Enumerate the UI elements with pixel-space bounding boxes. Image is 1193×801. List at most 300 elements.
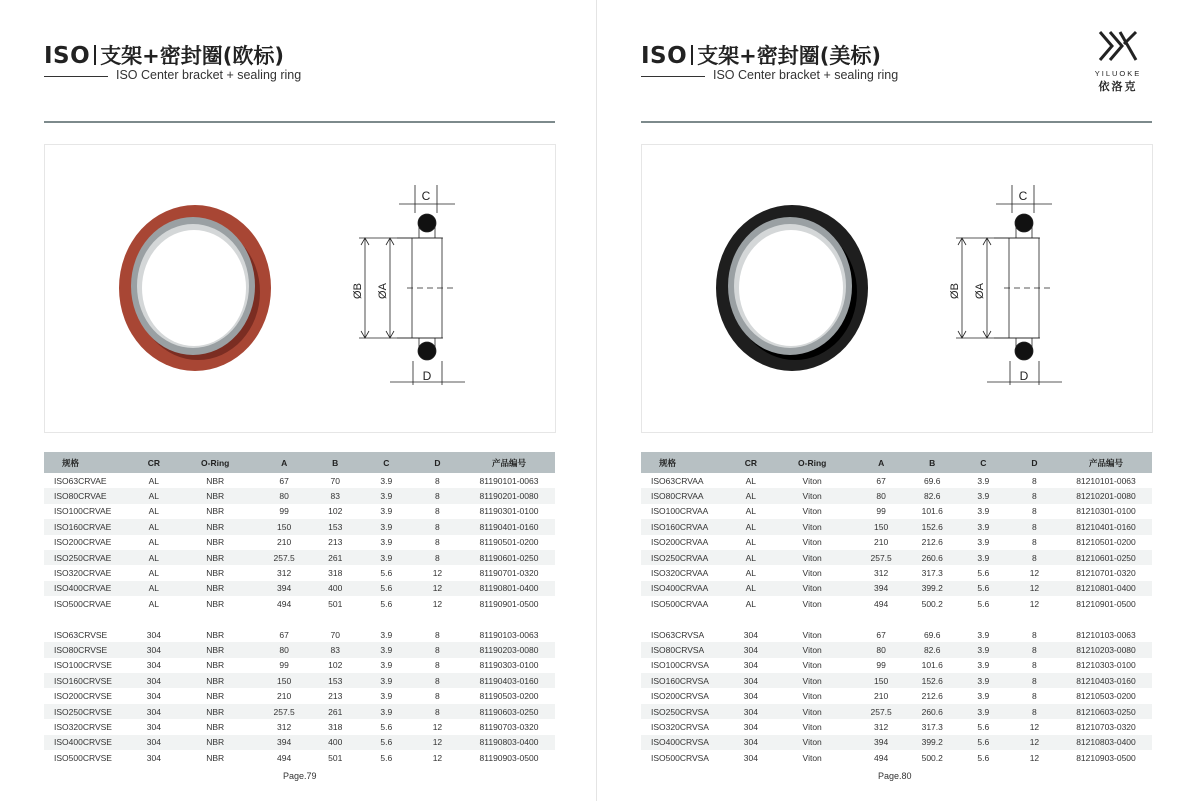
table-cell: 150 (259, 673, 310, 688)
table-cell: 5.6 (380, 721, 393, 732)
table-cell: AL (148, 568, 160, 579)
table-cell: 8 (435, 475, 440, 486)
table-cell: 304 (136, 673, 172, 688)
table-cell: AL (136, 519, 172, 534)
table-cell: 81210701-0320 (1076, 568, 1136, 579)
dimension-label-c: C (421, 189, 431, 203)
table-row (641, 504, 1152, 519)
table-cell: 82.6 (907, 488, 958, 503)
table-row (44, 504, 555, 519)
table-cell: Viton (802, 721, 822, 732)
table-cell: 8 (412, 488, 463, 503)
table-cell: 3.9 (958, 519, 1009, 534)
yiluoke-logo (1092, 30, 1144, 92)
table-row (44, 627, 555, 642)
table-cell: 81190103-0063 (479, 629, 539, 640)
dimension-label-d: D (422, 369, 432, 383)
table-row (641, 627, 1152, 642)
cross-section-drawing (359, 185, 465, 385)
table-cell: NBR (172, 550, 259, 565)
table-cell: 3.9 (977, 660, 990, 671)
table-cell: 210 (277, 691, 292, 702)
table-cell: 8 (412, 642, 463, 657)
table-cell: 260.6 (907, 704, 958, 719)
table-cell: 81190201-0080 (463, 488, 555, 503)
table-cell: ISO320CRVSE (54, 721, 112, 732)
column-header: D (412, 452, 463, 473)
table-cell: 8 (1009, 488, 1060, 503)
title-divider (691, 45, 693, 65)
dimension-label-phi-a: ØA (377, 283, 389, 299)
table-row (641, 550, 1152, 565)
table-row (641, 581, 1152, 596)
table-cell: 81190503-0200 (479, 691, 539, 702)
table-cell: 81190901-0500 (479, 598, 539, 609)
table-cell: 3.9 (380, 629, 393, 640)
table-cell: 5.6 (380, 598, 393, 609)
table-cell: ISO100CRVAE (54, 506, 112, 517)
table-cell: ISO320CRVSA (651, 721, 709, 732)
table-cell: NBR (172, 581, 259, 596)
table-cell: 501 (328, 752, 343, 763)
table-cell: 3.9 (380, 660, 393, 671)
table-cell: 153 (310, 519, 361, 534)
table-cell: 5.6 (977, 752, 990, 763)
column-header: 规格 (44, 452, 136, 473)
table-cell: NBR (206, 721, 225, 732)
table-cell: 3.9 (958, 550, 1009, 565)
table-cell: AL (745, 537, 757, 548)
product-figure-box (641, 144, 1153, 433)
table-cell: NBR (172, 642, 259, 657)
table-cell: 3.9 (977, 506, 990, 517)
table-cell: 81210103-0063 (1076, 629, 1136, 640)
table-cell: 81190603-0250 (463, 704, 555, 719)
table-cell: 12 (412, 735, 463, 750)
table-cell: 5.6 (977, 568, 990, 579)
table-cell: 81210803-0400 (1060, 735, 1152, 750)
table-cell: AL (148, 598, 160, 609)
table-cell: ISO160CRVSA (641, 673, 733, 688)
table-cell: ISO250CRVAA (641, 550, 733, 565)
table-cell: ISO250CRVAE (44, 550, 136, 565)
table-cell: Viton (769, 550, 856, 565)
table-cell: ISO80CRVSA (641, 642, 733, 657)
table-cell: ISO320CRVAA (651, 568, 709, 579)
table-cell: 257.5 (856, 704, 907, 719)
table-cell: 8 (1009, 673, 1060, 688)
header-rule (641, 121, 1152, 123)
table-cell: 3.9 (380, 506, 393, 517)
table-cell: ISO400CRVAE (44, 581, 136, 596)
table-cell: ISO63CRVSE (54, 629, 108, 640)
table-cell: ISO250CRVSA (641, 704, 733, 719)
table-cell: 12 (432, 752, 443, 763)
table-cell: 8 (1032, 660, 1037, 671)
table-cell: 81190801-0400 (463, 581, 555, 596)
column-header: B (310, 452, 361, 473)
table-cell: 81190903-0500 (479, 752, 539, 763)
table-row (641, 719, 1152, 734)
table-cell: NBR (206, 598, 225, 609)
table-cell: Viton (802, 598, 822, 609)
table-cell: 81210601-0250 (1060, 550, 1152, 565)
table-cell: 3.9 (361, 673, 412, 688)
table-cell: NBR (206, 660, 225, 671)
table-cell: 81190803-0400 (463, 735, 555, 750)
table-cell: 3.9 (958, 488, 1009, 503)
table-row (44, 550, 555, 565)
logo-brand-text: YILUOKE (1094, 69, 1142, 78)
table-cell: Viton (769, 488, 856, 503)
table-cell: 81190403-0160 (463, 673, 555, 688)
table-cell: 394 (259, 581, 310, 596)
yiluoke-logo-icon (1098, 30, 1138, 62)
table-cell: 501 (328, 598, 343, 609)
table-cell: NBR (206, 568, 225, 579)
table-cell: 5.6 (361, 581, 412, 596)
title-divider (94, 45, 96, 65)
table-cell: 500.2 (921, 752, 943, 763)
table-row (641, 596, 1152, 611)
table-cell: AL (136, 581, 172, 596)
table-cell: ISO250CRVSE (44, 704, 136, 719)
table-cell: 5.6 (977, 598, 990, 609)
column-header: CR (136, 452, 172, 473)
table-cell: ISO160CRVSE (44, 673, 136, 688)
ring-photo (119, 205, 271, 371)
table-cell: 312 (277, 721, 292, 732)
table-cell: 81210903-0500 (1076, 752, 1136, 763)
table-row (641, 735, 1152, 750)
table-cell: 80 (856, 642, 907, 657)
table-cell: AL (745, 598, 757, 609)
cross-section-drawing (956, 185, 1062, 385)
table-cell: 261 (310, 550, 361, 565)
title-chinese: 支架+密封圈(欧标) (100, 44, 284, 68)
table-cell: NBR (172, 704, 259, 719)
table-cell: Viton (769, 673, 856, 688)
page-subtitle: ISO Center bracket + sealing ring (116, 68, 302, 82)
table-row (641, 535, 1152, 550)
table-row (44, 750, 555, 765)
table-cell: 70 (330, 475, 340, 486)
table-cell: ISO500CRVAA (651, 598, 709, 609)
table-cell: ISO63CRVSA (651, 629, 705, 640)
table-cell: ISO160CRVAA (641, 519, 733, 534)
table-cell: 5.6 (380, 752, 393, 763)
table-cell: 67 (876, 629, 886, 640)
table-cell: 8 (1009, 519, 1060, 534)
table-cell: 80 (259, 642, 310, 657)
table-cell: 304 (146, 721, 161, 732)
table-cell: 152.6 (907, 673, 958, 688)
table-cell: ISO80CRVAE (44, 488, 136, 503)
table-cell: 12 (1009, 581, 1060, 596)
table-cell: 5.6 (958, 581, 1009, 596)
column-header: O-Ring (172, 452, 259, 473)
table-cell: 101.6 (921, 506, 943, 517)
table-cell: ISO200CRVAA (651, 537, 709, 548)
table-row (641, 673, 1152, 688)
table-cell: ISO200CRVAE (54, 537, 112, 548)
table-cell: Viton (769, 642, 856, 657)
table-spacer-row (641, 612, 1152, 627)
table-cell: 400 (310, 735, 361, 750)
table-cell: ISO500CRVSA (651, 752, 709, 763)
table-cell: 81210901-0500 (1076, 598, 1136, 609)
table-row (44, 704, 555, 719)
title-iso: ISO (641, 43, 688, 69)
table-cell: AL (733, 488, 769, 503)
table-cell: 304 (733, 735, 769, 750)
table-row (641, 688, 1152, 703)
ring-photo (716, 205, 868, 371)
table-cell: 3.9 (380, 537, 393, 548)
table-cell: 81210403-0160 (1060, 673, 1152, 688)
catalog-page-left (0, 0, 596, 801)
table-cell: 150 (856, 673, 907, 688)
table-cell: 3.9 (361, 642, 412, 657)
column-header: C (958, 452, 1009, 473)
subtitle-leader-line (641, 76, 705, 77)
table-cell: 81210801-0400 (1060, 581, 1152, 596)
table-row (44, 565, 555, 580)
table-cell: 500.2 (921, 598, 943, 609)
table-cell: 312 (874, 721, 889, 732)
table-cell: AL (745, 475, 757, 486)
table-cell: 304 (733, 642, 769, 657)
table-cell: 67 (279, 475, 289, 486)
title-iso: ISO (44, 43, 91, 69)
table-cell: 80 (856, 488, 907, 503)
table-cell: 394 (856, 735, 907, 750)
table-cell: 8 (1009, 642, 1060, 657)
table-cell: 80 (259, 488, 310, 503)
page-number: Page.79 (283, 771, 317, 781)
o-ring-bottom-section (1015, 342, 1033, 360)
table-cell: ISO400CRVAA (641, 581, 733, 596)
table-cell: 5.6 (380, 568, 393, 579)
column-header: 产品编号 (1060, 452, 1152, 473)
table-cell: 8 (412, 704, 463, 719)
table-cell: ISO80CRVAA (641, 488, 733, 503)
spec-table-header (641, 452, 1152, 473)
table-row (44, 719, 555, 734)
table-cell: 81210203-0080 (1060, 642, 1152, 657)
table-cell: 304 (743, 660, 758, 671)
table-cell: NBR (206, 691, 225, 702)
table-cell: 81190701-0320 (479, 568, 539, 579)
table-cell: 101.6 (921, 660, 943, 671)
table-cell: ISO80CRVSE (44, 642, 136, 657)
table-cell: AL (733, 519, 769, 534)
table-cell: 69.6 (923, 629, 941, 640)
table-cell: 257.5 (259, 704, 310, 719)
table-cell: 83 (310, 642, 361, 657)
table-cell: 261 (310, 704, 361, 719)
table-cell: 3.9 (380, 691, 393, 702)
table-cell: 12 (412, 581, 463, 596)
table-cell: 12 (432, 568, 443, 579)
table-cell: 5.6 (361, 735, 412, 750)
table-cell: 260.6 (907, 550, 958, 565)
table-cell: ISO200CRVSA (651, 691, 709, 702)
table-cell: 212.6 (921, 691, 943, 702)
table-row (641, 473, 1152, 488)
table-cell: ISO320CRVAE (54, 568, 112, 579)
table-cell: 5.6 (958, 735, 1009, 750)
page-subtitle: ISO Center bracket + sealing ring (713, 68, 899, 82)
table-cell: 399.2 (907, 735, 958, 750)
table-cell: 102 (328, 660, 343, 671)
page-title (641, 40, 881, 70)
column-header: A (856, 452, 907, 473)
product-figure-box (44, 144, 556, 433)
table-cell: 67 (876, 475, 886, 486)
table-cell: 8 (435, 506, 440, 517)
table-cell: 12 (1029, 752, 1040, 763)
table-cell: 8 (435, 660, 440, 671)
table-cell: 81190601-0250 (463, 550, 555, 565)
spec-table-header (44, 452, 555, 473)
column-header: 产品编号 (463, 452, 555, 473)
table-cell: 304 (733, 704, 769, 719)
table-row (44, 642, 555, 657)
table-cell: ISO63CRVAE (54, 475, 107, 486)
spec-table-body (44, 473, 555, 765)
table-cell: 8 (412, 519, 463, 534)
table-cell: 8 (1032, 506, 1037, 517)
table-cell: 5.6 (977, 721, 990, 732)
table-cell: 8 (435, 629, 440, 640)
table-cell: 82.6 (907, 642, 958, 657)
logo-chinese-text: 依洛克 (1098, 81, 1138, 93)
table-cell: 399.2 (907, 581, 958, 596)
table-cell: Viton (802, 537, 822, 548)
table-cell: 12 (1029, 721, 1040, 732)
header-rule (44, 121, 555, 123)
table-cell: 3.9 (361, 519, 412, 534)
table-cell: NBR (172, 735, 259, 750)
table-cell: 257.5 (259, 550, 310, 565)
table-cell: 99 (279, 506, 289, 517)
table-cell: 70 (330, 629, 340, 640)
table-row (44, 581, 555, 596)
table-cell: 81190703-0320 (479, 721, 539, 732)
table-cell: 312 (277, 568, 292, 579)
table-row (44, 596, 555, 611)
table-cell: 150 (856, 519, 907, 534)
table-cell: 304 (733, 673, 769, 688)
table-cell: Viton (802, 506, 822, 517)
table-cell: NBR (172, 519, 259, 534)
table-cell: 3.9 (977, 475, 990, 486)
table-cell: 304 (136, 704, 172, 719)
dimension-label-c: C (1018, 189, 1028, 203)
title-chinese: 支架+密封圈(美标) (697, 44, 881, 68)
product-illustration (45, 145, 555, 432)
table-row (641, 565, 1152, 580)
table-cell: ISO500CRVSE (54, 752, 112, 763)
table-row (44, 488, 555, 503)
table-cell: 81210503-0200 (1076, 691, 1136, 702)
table-cell: 8 (1009, 550, 1060, 565)
table-cell: 81210501-0200 (1076, 537, 1136, 548)
table-row (641, 519, 1152, 534)
table-cell: 257.5 (856, 550, 907, 565)
dimension-label-phi-b: ØB (352, 283, 364, 299)
table-cell: Viton (802, 752, 822, 763)
table-cell: 304 (146, 629, 161, 640)
column-header: D (1009, 452, 1060, 473)
table-row (44, 658, 555, 673)
table-cell: ISO100CRVSE (54, 660, 112, 671)
table-cell: 8 (412, 673, 463, 688)
table-cell: 81190101-0063 (479, 475, 539, 486)
table-cell: 304 (136, 642, 172, 657)
table-cell: 81190303-0100 (479, 660, 539, 671)
table-cell: 304 (743, 721, 758, 732)
table-cell: Viton (769, 581, 856, 596)
table-cell: 12 (1029, 568, 1040, 579)
ring-bore (142, 230, 246, 346)
column-header: CR (733, 452, 769, 473)
table-cell: ISO100CRVSA (651, 660, 709, 671)
table-cell: 8 (1032, 537, 1037, 548)
table-cell: 304 (743, 629, 758, 640)
table-cell: 153 (310, 673, 361, 688)
table-cell: AL (148, 537, 160, 548)
table-cell: 69.6 (923, 475, 941, 486)
table-cell: AL (148, 506, 160, 517)
table-cell: AL (733, 581, 769, 596)
table-cell: NBR (172, 488, 259, 503)
table-cell: 304 (146, 691, 161, 702)
dimension-label-d: D (1019, 369, 1029, 383)
table-cell: 81210703-0320 (1076, 721, 1136, 732)
table-cell: 8 (1009, 704, 1060, 719)
catalog-page-right (597, 0, 1193, 801)
table-cell: ISO400CRVSE (44, 735, 136, 750)
table-cell: 213 (328, 691, 343, 702)
table-cell: AL (148, 475, 160, 486)
table-cell: 317.3 (921, 721, 943, 732)
table-row (641, 658, 1152, 673)
subtitle-leader-line (44, 76, 108, 77)
o-ring-top-section (1015, 214, 1033, 232)
table-cell: NBR (206, 629, 225, 640)
table-cell: 12 (1009, 735, 1060, 750)
table-cell: 81190501-0200 (479, 537, 539, 548)
table-cell: ISO63CRVAA (651, 475, 704, 486)
column-header: O-Ring (769, 452, 856, 473)
table-cell: 99 (279, 660, 289, 671)
table-cell: 3.9 (977, 629, 990, 640)
table-cell: 3.9 (958, 642, 1009, 657)
spec-table (44, 452, 555, 765)
table-cell: 3.9 (977, 691, 990, 702)
table-cell: 318 (328, 721, 343, 732)
table-cell: ISO160CRVAE (44, 519, 136, 534)
table-cell: NBR (172, 673, 259, 688)
page-number: Page.80 (878, 771, 912, 781)
table-cell: 3.9 (958, 704, 1009, 719)
table-row (641, 642, 1152, 657)
table-cell: 394 (259, 735, 310, 750)
table-cell: 81190401-0160 (463, 519, 555, 534)
spec-table (641, 452, 1152, 765)
